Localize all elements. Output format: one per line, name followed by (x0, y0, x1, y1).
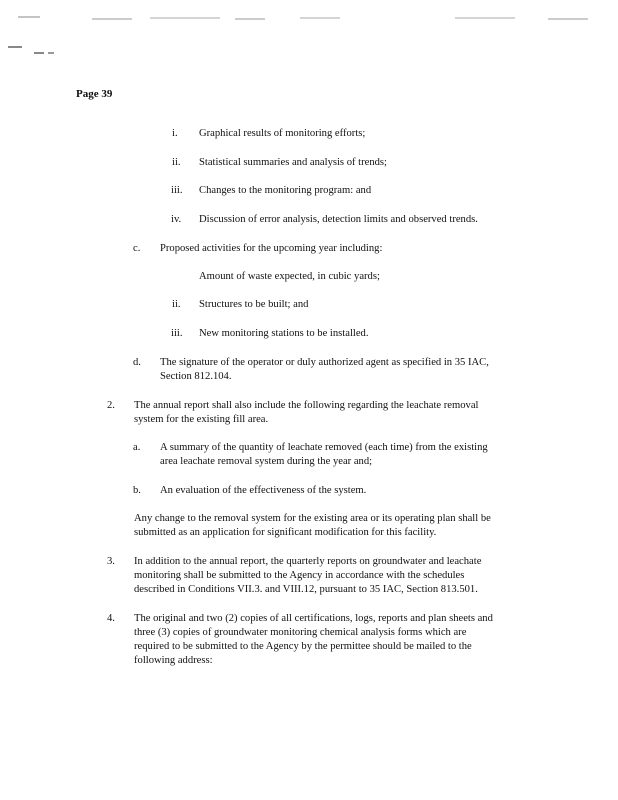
item-4-line: required to be submitted to the Agency by the permittee should be mailed to the (134, 641, 472, 652)
list-item-text: Structures to be built; and (199, 299, 309, 310)
item-4-number: 4. (107, 613, 115, 624)
list-item-text: Statistical summaries and analysis of trends; (199, 157, 388, 168)
item-2a-line: A summary of the quantity of leachate removed (each time) from the existing (160, 442, 488, 453)
list-item-number: iii. (171, 328, 183, 339)
item-3-line: In addition to the annual report, the quarterly reports on groundwater and leachate (134, 556, 482, 567)
item-2-note: submitted as an application for significant modification for this facility. (134, 527, 437, 538)
item-2-number: 2. (107, 400, 115, 411)
list-item-number: ii. (172, 299, 181, 310)
item-4-line: following address: (134, 655, 213, 666)
item-2-note: Any change to the removal system for the existing area or its operating plan shall be (134, 513, 491, 524)
item-2-line: system for the existing fill area. (134, 414, 269, 425)
item-d-label: d. (133, 357, 141, 368)
list-item-text: Discussion of error analysis, detection limits and observed trends. (199, 214, 478, 225)
item-3-line: monitoring shall be submitted to the Agency in accordance with the schedules (134, 570, 465, 581)
item-2a-label: a. (133, 442, 141, 453)
item-3-number: 3. (107, 556, 115, 567)
item-3-line: described in Conditions VII.3. and VIII.12, pursuant to 35 IAC, Section 813.501. (134, 584, 478, 595)
item-2b-label: b. (133, 485, 141, 496)
list-item-number: iii. (171, 185, 183, 196)
scan-artifacts (0, 6, 618, 66)
item-c-label: c. (133, 243, 141, 254)
list-item-text: Amount of waste expected, in cubic yards; (199, 271, 380, 282)
list-item-text: Graphical results of monitoring efforts; (199, 128, 366, 139)
item-d-line: Section 812.104. (160, 371, 232, 382)
list-item-number: iv. (171, 214, 182, 225)
item-4-line: The original and two (2) copies of all certifications, logs, reports and plan sheets and (134, 613, 493, 624)
item-2-line: The annual report shall also include the following regarding the leachate removal (134, 400, 479, 411)
page-number: Page 39 (76, 88, 113, 100)
list-item-text: New monitoring stations to be installed. (199, 328, 369, 339)
list-item-text: Changes to the monitoring program: and (199, 185, 372, 196)
list-item-number: ii. (172, 157, 181, 168)
item-2a-line: area leachate removal system during the year and; (160, 456, 373, 467)
item-4-line: three (3) copies of groundwater monitoring chemical analysis forms which are (134, 627, 467, 638)
item-d-line: The signature of the operator or duly authorized agent as specified in 35 IAC, (160, 357, 489, 368)
list-item-number: i. (172, 128, 178, 139)
item-c-text: Proposed activities for the upcoming year including: (160, 243, 383, 254)
item-2b-text: An evaluation of the effectiveness of the system. (160, 485, 367, 496)
